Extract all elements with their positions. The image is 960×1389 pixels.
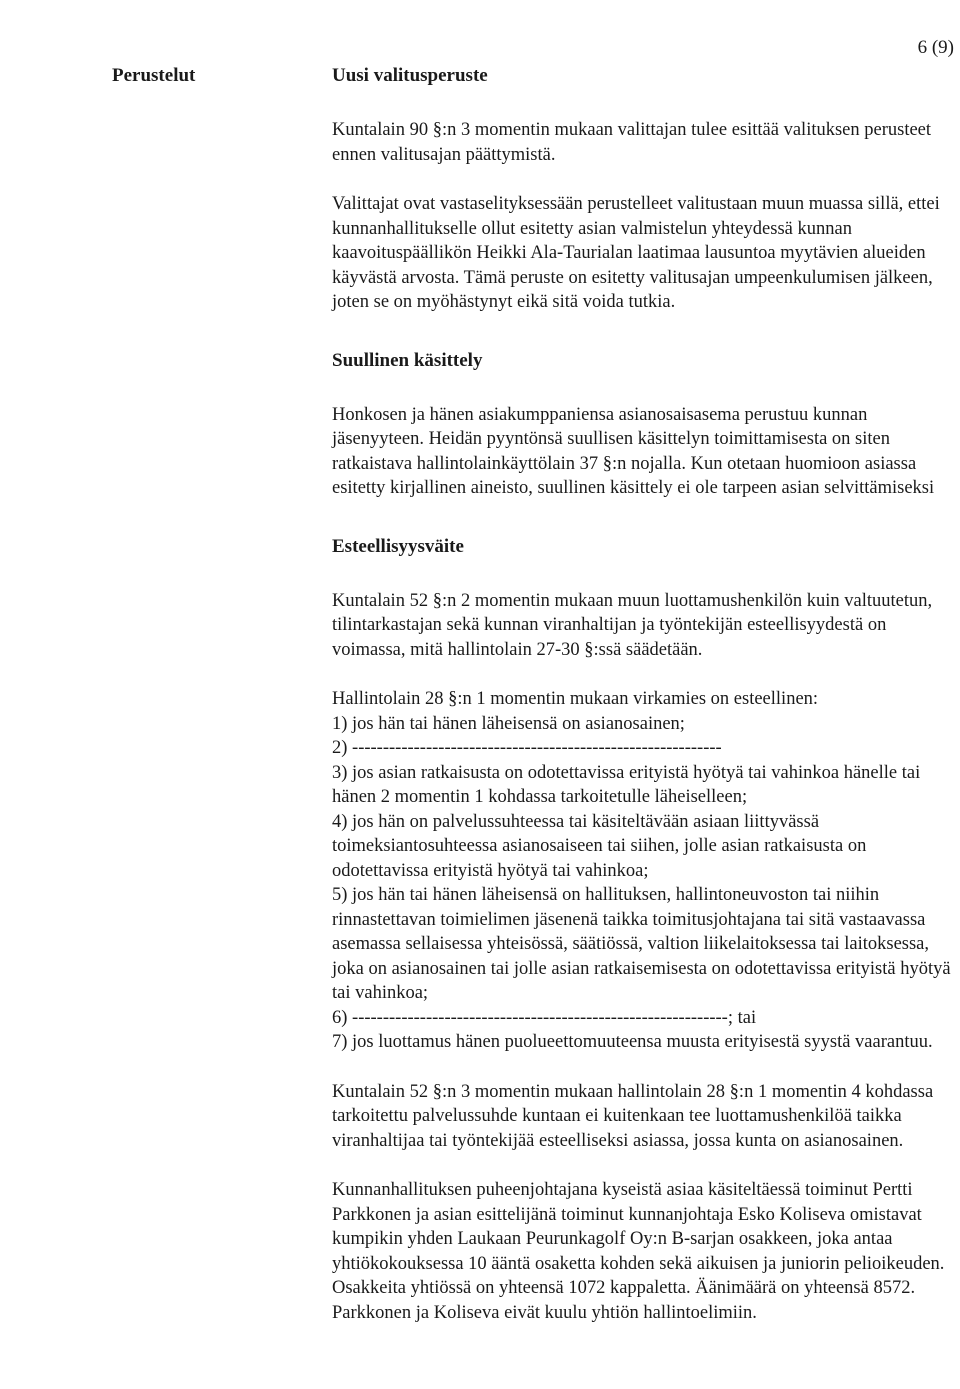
list-item: 5) jos hän tai hänen läheisensä on hallituksen, hallintoneuvoston tai niihin rinnastettavan toimielimen jäsenenä taikka toimitusjohtajana tai sitä vastaavassa asemassa sellaisessa yhteisössä, säätiössä, valtion liikelaitoksessa tai laitoksessa, joka on asianosainen tai jolle asian ratkaisemisesta on odotettavissa erityistä hyötyä tai vahinkoa;	[332, 885, 951, 1003]
document-body	[332, 64, 956, 1325]
paragraph: Valittajat ovat vastaselityksessään perustelleet valitustaan muun muassa sillä, ettei kunnanhallitukselle ollut esitetty asian valmistelun yhteydessä kunnan kaavoituspäällikön Heikki Ala-Taurialan laatimaa lausuntoa myytävien alueiden käyvästä arvosta. Tämä peruste on esitetty valitusajan umpeenkulumisen jälkeen, joten se on myöhästynyt eikä sitä voida tutkia.	[332, 194, 940, 312]
list-item: 3) jos asian ratkaisusta on odotettavissa erityistä hyötyä tai vahinkoa hänelle tai hänen 2 momentin 1 kohdassa tarkoitetulle läheiselleen;	[332, 762, 921, 807]
disqualification-list	[332, 712, 956, 1055]
list-item: 4) jos hän on palvelussuhteessa tai käsiteltävään asiaan liittyvässä toimeksiantosuhteessa asianosaiseen tai siihen, jolle asian ratkaisusta on odotettavissa erityistä hyötyä tai vahinkoa;	[332, 811, 867, 881]
list-item: 7) jos luottamus hänen puolueettomuuteensa muusta erityisestä syystä vaarantuu.	[332, 1032, 933, 1052]
list-item: 1) jos hän tai hänen läheisensä on asianosainen;	[332, 713, 685, 734]
paragraph: Kunnanhallituksen puheenjohtajana kyseistä asiaa käsiteltäessä toiminut Pertti Parkkonen ja asian esittelijänä toiminut kunnanjohtaja Esko Koliseva omistavat kumpikin yhden Laukaan Peurunkagolf Oy:n B-sarjan osakkeen, joka antaa yhtiökokouksessa 10 ääntä osaketta kohden sekä aikuisen ja juniorin pelioikeuden. Osakkeita yhtiössä on yhteensä 1072 kappaletta. Äänimäärä on yhteensä 8572. Parkkonen ja Koliseva eivät kuulu yhtiön hallintoelimiin.	[332, 1180, 945, 1323]
section-heading-oral-hearing: Suullinen käsittely	[332, 349, 483, 371]
page-number: 6 (9)	[917, 37, 954, 58]
paragraph: Kuntalain 52 §:n 3 momentin mukaan hallintolain 28 §:n 1 momentin 4 kohdassa tarkoitettu palvelussuhde kuntaan ei kuitenkaan tee luottamushenkilöä taikka viranhaltijaa tai työntekijää esteelliseksi asiassa, jossa kunta on asianosainen.	[332, 1081, 934, 1151]
margin-heading: Perustelut	[112, 65, 196, 86]
list-intro: Hallintolain 28 §:n 1 momentin mukaan virkamies on esteellinen:	[332, 689, 819, 709]
paragraph: Kuntalain 90 §:n 3 momentin mukaan valittajan tulee esittää valituksen perusteet ennen valitusajan päättymistä.	[332, 120, 932, 165]
paragraph: Honkosen ja hänen asiakumppaniensa asianosaisasema perustuu kunnan jäsenyyteen. Heidän pyyntönsä suullisen käsittelyn toimittamisesta on siten ratkaistava hallintolainkäyttölain 37 §:n nojalla. Kun otetaan huomioon asiassa esitetty kirjallinen aineisto, suullinen käsittely ei ole tarpeen asian selvittämiseksi	[332, 404, 935, 498]
list-item: 2) ------------------------------------------------------------	[332, 738, 722, 758]
section-heading-disqualification-claim: Esteellisyysväite	[332, 535, 464, 557]
list-item: 6) -------------------------------------------------------------; tai	[332, 1007, 757, 1028]
paragraph: Kuntalain 52 §:n 2 momentin mukaan muun luottamushenkilön kuin valtuutetun, tilintarkastajan sekä kunnan viranhaltijan ja työntekijän esteellisyydestä on voimassa, mitä hallintolain 27-30 §:ssä säädetään.	[332, 590, 933, 660]
section-heading-new-appeal-ground: Uusi valitusperuste	[332, 65, 488, 86]
